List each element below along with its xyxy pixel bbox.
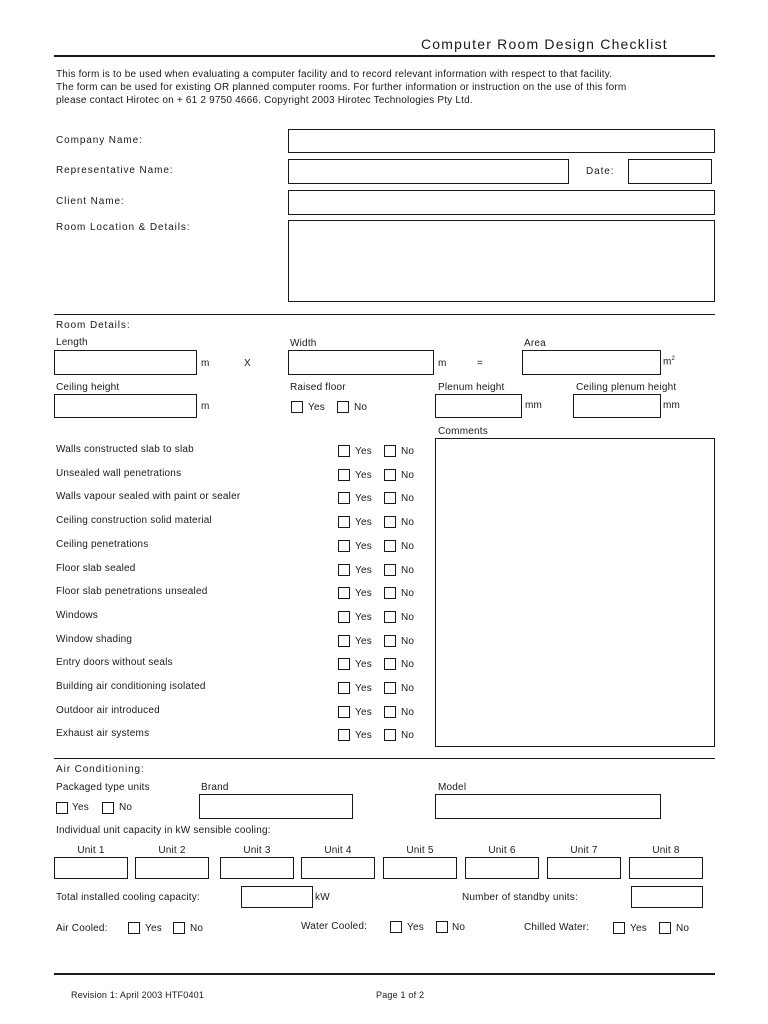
checklist-yes-checkbox[interactable] xyxy=(338,611,350,623)
checklist-no-checkbox[interactable] xyxy=(384,445,396,457)
checklist-yes-label: Yes xyxy=(355,683,372,694)
room-details-heading: Room Details: xyxy=(56,320,131,331)
unit-capacity-field[interactable] xyxy=(220,857,294,879)
checklist-yes-checkbox[interactable] xyxy=(338,658,350,670)
ceiling-height-field[interactable] xyxy=(54,394,197,418)
checklist-no-label: No xyxy=(401,707,415,718)
checklist-yes-label: Yes xyxy=(355,636,372,647)
checklist-yes-checkbox[interactable] xyxy=(338,516,350,528)
checklist-item-label: Walls constructed slab to slab xyxy=(56,444,194,455)
standby-units-field[interactable] xyxy=(631,886,703,908)
water-cooled-no-label: No xyxy=(452,922,466,933)
total-capacity-label: Total installed cooling capacity: xyxy=(56,892,200,903)
revision-label: Revision 1: April 2003 HTF0401 xyxy=(71,990,205,1000)
intro-line-2: The form can be used for existing OR planned computer rooms. For further information or instruction on the use of this form xyxy=(56,82,627,93)
company-name-field[interactable] xyxy=(288,129,715,153)
comments-field[interactable] xyxy=(435,438,715,747)
chilled-water-yes-label: Yes xyxy=(630,923,647,934)
checklist-yes-checkbox[interactable] xyxy=(338,682,350,694)
ceiling-height-label: Ceiling height xyxy=(56,382,120,393)
checklist-no-checkbox[interactable] xyxy=(384,492,396,504)
unit-label: Unit 4 xyxy=(324,845,352,856)
checklist-item-label: Exhaust air systems xyxy=(56,728,150,739)
footer-rule xyxy=(54,973,715,975)
unit-label: Unit 7 xyxy=(570,845,598,856)
unit-label: Unit 1 xyxy=(77,845,105,856)
unit-label: Unit 2 xyxy=(158,845,186,856)
width-field[interactable] xyxy=(288,350,434,375)
unit-capacity-field[interactable] xyxy=(547,857,621,879)
water-cooled-yes-checkbox[interactable] xyxy=(390,921,402,933)
checklist-no-label: No xyxy=(401,659,415,670)
length-label: Length xyxy=(56,337,88,348)
raised-floor-no-label: No xyxy=(354,402,368,413)
length-unit: m xyxy=(201,358,210,369)
total-capacity-field[interactable] xyxy=(241,886,313,908)
checklist-no-label: No xyxy=(401,517,415,528)
ceiling-plenum-height-field[interactable] xyxy=(573,394,661,418)
checklist-item-label: Building air conditioning isolated xyxy=(56,681,206,692)
unit-capacity-field[interactable] xyxy=(301,857,375,879)
air-cooled-label: Air Cooled: xyxy=(56,923,108,934)
standby-units-label: Number of standby units: xyxy=(462,892,578,903)
checklist-yes-checkbox[interactable] xyxy=(338,635,350,647)
unit-capacity-field[interactable] xyxy=(465,857,539,879)
unit-capacity-field[interactable] xyxy=(383,857,457,879)
date-field[interactable] xyxy=(628,159,712,184)
packaged-yes-label: Yes xyxy=(72,802,89,813)
checklist-yes-checkbox[interactable] xyxy=(338,445,350,457)
checklist-no-label: No xyxy=(401,730,415,741)
room-location-label: Room Location & Details: xyxy=(56,222,191,233)
checklist-yes-label: Yes xyxy=(355,730,372,741)
checklist-no-label: No xyxy=(401,493,415,504)
raised-floor-no-checkbox[interactable] xyxy=(337,401,349,413)
brand-field[interactable] xyxy=(199,794,353,819)
packaged-no-checkbox[interactable] xyxy=(102,802,114,814)
checklist-no-checkbox[interactable] xyxy=(384,658,396,670)
date-label: Date: xyxy=(586,166,615,177)
checklist-item-label: Ceiling construction solid material xyxy=(56,515,212,526)
checklist-no-label: No xyxy=(401,470,415,481)
checklist-yes-label: Yes xyxy=(355,565,372,576)
checklist-no-checkbox[interactable] xyxy=(384,469,396,481)
unit-label: Unit 5 xyxy=(406,845,434,856)
width-label: Width xyxy=(290,338,317,349)
packaged-no-label: No xyxy=(119,802,133,813)
checklist-no-checkbox[interactable] xyxy=(384,540,396,552)
checklist-yes-checkbox[interactable] xyxy=(338,492,350,504)
plenum-height-label: Plenum height xyxy=(438,382,505,393)
unit-label: Unit 3 xyxy=(243,845,271,856)
section-divider xyxy=(54,314,715,315)
company-name-label: Company Name: xyxy=(56,135,143,146)
checklist-no-checkbox[interactable] xyxy=(384,706,396,718)
checklist-yes-checkbox[interactable] xyxy=(338,587,350,599)
checklist-no-checkbox[interactable] xyxy=(384,587,396,599)
checklist-no-label: No xyxy=(401,683,415,694)
model-field[interactable] xyxy=(435,794,661,819)
water-cooled-label: Water Cooled: xyxy=(301,921,368,932)
raised-floor-label: Raised floor xyxy=(290,382,346,393)
checklist-item-label: Floor slab penetrations unsealed xyxy=(56,586,208,597)
checklist-item-label: Entry doors without seals xyxy=(56,657,173,668)
unit-capacity-field[interactable] xyxy=(629,857,703,879)
page-number: Page 1 of 2 xyxy=(376,990,425,1000)
checklist-yes-checkbox[interactable] xyxy=(338,469,350,481)
equals-symbol: = xyxy=(477,358,484,369)
checklist-item-label: Unsealed wall penetrations xyxy=(56,468,182,479)
kw-unit: kW xyxy=(315,892,330,903)
model-label: Model xyxy=(438,782,467,793)
checklist-yes-label: Yes xyxy=(355,659,372,670)
comments-label: Comments xyxy=(438,426,488,437)
checklist-item-label: Walls vapour sealed with paint or sealer xyxy=(56,491,241,502)
checklist-item-label: Outdoor air introduced xyxy=(56,705,160,716)
air-cooled-yes-checkbox[interactable] xyxy=(128,922,140,934)
checklist-item-label: Windows xyxy=(56,610,98,621)
water-cooled-yes-label: Yes xyxy=(407,922,424,933)
air-cooled-no-checkbox[interactable] xyxy=(173,922,185,934)
length-field[interactable] xyxy=(54,350,197,375)
times-symbol: X xyxy=(244,358,251,369)
checklist-yes-label: Yes xyxy=(355,493,372,504)
unit-capacity-field[interactable] xyxy=(54,857,128,879)
intro-line-3: please contact Hirotec on + 61 2 9750 4666. Copyright 2003 Hirotec Technologies Pty Ltd. xyxy=(56,95,473,106)
ceiling-height-unit: m xyxy=(201,401,210,412)
checklist-yes-label: Yes xyxy=(355,470,372,481)
unit-label: Unit 6 xyxy=(488,845,516,856)
checklist-yes-label: Yes xyxy=(355,588,372,599)
unit-label: Unit 8 xyxy=(652,845,680,856)
ceiling-plenum-height-label: Ceiling plenum height xyxy=(576,382,677,393)
checklist-yes-label: Yes xyxy=(355,707,372,718)
intro-line-1: This form is to be used when evaluating a computer facility and to record relevant information with respect to that facility. xyxy=(56,69,613,80)
checklist-item-label: Ceiling penetrations xyxy=(56,539,149,550)
checklist-no-label: No xyxy=(401,612,415,623)
unit-capacity-field[interactable] xyxy=(135,857,209,879)
raised-floor-yes-label: Yes xyxy=(308,402,325,413)
packaged-units-label: Packaged type units xyxy=(56,782,150,793)
area-unit: $m^2$ xyxy=(663,356,676,368)
room-location-field[interactable] xyxy=(288,220,715,302)
chilled-water-label: Chilled Water: xyxy=(524,922,590,933)
checklist-item-label: Window shading xyxy=(56,634,133,645)
checklist-no-label: No xyxy=(401,565,415,576)
plenum-height-unit: mm xyxy=(525,400,543,411)
checklist-yes-label: Yes xyxy=(355,517,372,528)
chilled-water-no-label: No xyxy=(676,923,690,934)
checklist-yes-label: Yes xyxy=(355,446,372,457)
checklist-yes-checkbox[interactable] xyxy=(338,729,350,741)
checklist-no-label: No xyxy=(401,541,415,552)
width-unit: m xyxy=(438,358,447,369)
checklist-no-checkbox[interactable] xyxy=(384,564,396,576)
checklist-no-label: No xyxy=(401,636,415,647)
checklist-no-checkbox[interactable] xyxy=(384,635,396,647)
checklist-item-label: Floor slab sealed xyxy=(56,563,136,574)
checklist-no-checkbox[interactable] xyxy=(384,611,396,623)
checklist-no-checkbox[interactable] xyxy=(384,729,396,741)
ceiling-plenum-height-unit: mm xyxy=(663,400,681,411)
page-title: Computer Room Design Checklist xyxy=(421,36,668,52)
checklist-no-checkbox[interactable] xyxy=(384,682,396,694)
checklist-yes-checkbox[interactable] xyxy=(338,540,350,552)
representative-name-field[interactable] xyxy=(288,159,569,184)
chilled-water-yes-checkbox[interactable] xyxy=(613,922,625,934)
area-field[interactable] xyxy=(522,350,661,375)
air-conditioning-heading: Air Conditioning: xyxy=(56,764,145,775)
checklist-no-checkbox[interactable] xyxy=(384,516,396,528)
plenum-height-field[interactable] xyxy=(435,394,522,418)
checklist-no-label: No xyxy=(401,588,415,599)
packaged-yes-checkbox[interactable] xyxy=(56,802,68,814)
client-name-label: Client Name: xyxy=(56,196,125,207)
checklist-no-label: No xyxy=(401,446,415,457)
chilled-water-no-checkbox[interactable] xyxy=(659,922,671,934)
raised-floor-yes-checkbox[interactable] xyxy=(291,401,303,413)
representative-name-label: Representative Name: xyxy=(56,165,174,176)
section-divider-2 xyxy=(54,758,715,759)
checklist-yes-label: Yes xyxy=(355,612,372,623)
brand-label: Brand xyxy=(201,782,229,793)
air-cooled-yes-label: Yes xyxy=(145,923,162,934)
checklist-yes-label: Yes xyxy=(355,541,372,552)
checklist-yes-checkbox[interactable] xyxy=(338,706,350,718)
water-cooled-no-checkbox[interactable] xyxy=(436,921,448,933)
capacity-label: Individual unit capacity in kW sensible cooling: xyxy=(56,825,271,836)
checklist-yes-checkbox[interactable] xyxy=(338,564,350,576)
area-label: Area xyxy=(524,338,546,349)
client-name-field[interactable] xyxy=(288,190,715,215)
header-rule xyxy=(54,55,715,57)
air-cooled-no-label: No xyxy=(190,923,204,934)
